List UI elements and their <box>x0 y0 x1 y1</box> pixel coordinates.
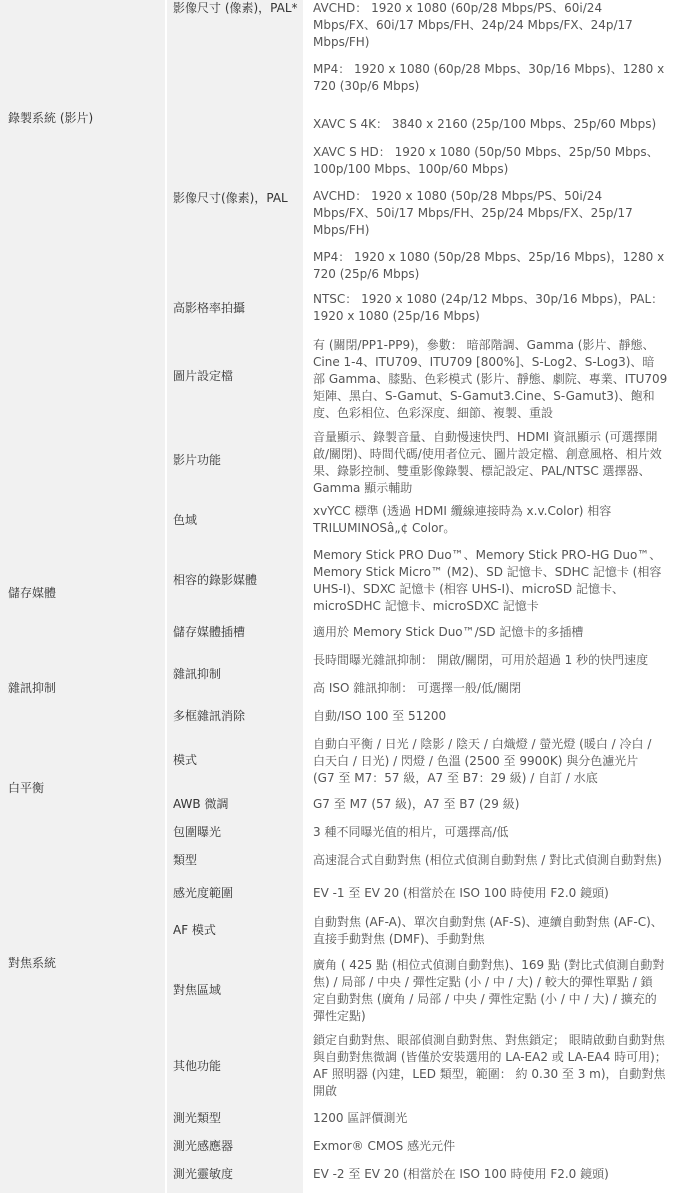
spec-label: 模式 <box>173 753 198 767</box>
spec-value-line: xvYCC 標準 (透過 HDMI 纜線連接時為 x.v.Color) 相容 <box>313 504 612 518</box>
spec-value-line: Mbps/FH) <box>313 223 370 237</box>
spec-value-line: 自動對焦 (AF-A)、單次自動對焦 (AF-S)、連續自動對焦 (AF-C)、 <box>313 915 663 929</box>
spec-value-line: XAVC S 4K： 3840 x 2160 (25p/100 Mbps、25p/60 Mbps) <box>313 117 657 131</box>
spec-value-line: 廣角 ( 425 點 (相位式偵測自動對焦)、169 點 (對比式偵測自動對 <box>313 958 665 972</box>
spec-value-line: 彈性定點) <box>313 1009 366 1023</box>
spec-value-line: 720 (25p/6 Mbps) <box>313 267 420 281</box>
spec-value <box>313 144 683 178</box>
spec-value-line: 開啟 <box>313 1084 338 1098</box>
spec-value-line: 1920 x 1080 (25p/16 Mbps) <box>313 309 480 323</box>
spec-value-line: AVCHD： 1920 x 1080 (60p/28 Mbps/PS、60i/24 <box>313 1 603 15</box>
spec-value-line: 定自動對焦 (廣角 / 局部 / 中央 / 彈性定點 (小 / 中 / 大) / 擴充的 <box>313 992 657 1006</box>
spec-value <box>313 736 683 787</box>
spec-value-line: TRILUMINOSâ„¢ Color。 <box>313 521 456 535</box>
spec-value-line: MP4： 1920 x 1080 (50p/28 Mbps、25p/16 Mbps)，1280 x <box>313 250 665 264</box>
spec-value <box>313 680 683 697</box>
spec-value-line: 與自動對焦微調 (皆僅於安裝選用的 LA-EA2 或 LA-EA4 時可用)； <box>313 1050 667 1064</box>
spec-value-line: 100p/100 Mbps、100p/60 Mbps) <box>313 162 509 176</box>
category-video: 錄製系統 (影片) <box>8 111 94 125</box>
spec-value-line: XAVC S HD： 1920 x 1080 (50p/50 Mbps、25p/50 Mbps、 <box>313 145 659 159</box>
spec-label: 多框雜訊消除 <box>173 709 246 723</box>
spec-value-line: 長時間曝光雜訊抑制： 開啟/關閉，可用於超過 1 秒的快門速度 <box>313 653 649 667</box>
spec-label: AF 模式 <box>173 923 216 937</box>
spec-value-line: Mbps/FX、60i/17 Mbps/FH、24p/24 Mbps/FX、24p/17 <box>313 18 633 32</box>
spec-value-line: Exmor® CMOS 感光元件 <box>313 1139 456 1153</box>
spec-value-line: 部 Gamma、膝點、色彩模式 (影片、靜態、劇院、專業、ITU709 <box>313 372 668 386</box>
category-media: 儲存媒體 <box>8 586 57 600</box>
spec-label: 圖片設定檔 <box>173 369 234 383</box>
spec-value-line: NTSC： 1920 x 1080 (24p/12 Mbps、30p/16 Mbps)，PAL： <box>313 292 664 306</box>
spec-label: AWB 微調 <box>173 797 229 811</box>
spec-value <box>313 824 683 841</box>
spec-value-line: 1200 區評價測光 <box>313 1111 408 1125</box>
spec-value-line: EV -1 至 EV 20 (相當於在 ISO 100 時使用 F2.0 鏡頭) <box>313 886 609 900</box>
spec-value-line: 焦) / 局部 / 中央 / 彈性定點 (小 / 中 / 大) / 較大的彈性單點 / 鎖 <box>313 975 653 989</box>
spec-value-line: Gamma 顯示輔助 <box>313 481 413 495</box>
spec-value-line: Cine 1-4、ITU709、ITU709 [800%]、S-Log2、S-Log3)、暗 <box>313 355 655 369</box>
spec-value <box>313 624 683 641</box>
category-focus: 對焦系統 <box>8 956 57 970</box>
spec-value-line: 白天白 / 日光) / 閃燈 / 色溫 (2500 至 9900K) 與分色濾光片 <box>313 754 639 768</box>
spec-value <box>313 429 683 497</box>
spec-value-line: Mbps/FX、50i/17 Mbps/FH、25p/24 Mbps/FX、25p/17 <box>313 206 633 220</box>
spec-value-line: 適用於 Memory Stick Duo™/SD 記憶卡的多插槽 <box>313 625 584 639</box>
spec-label: 雜訊抑制 <box>173 667 222 681</box>
spec-value <box>313 249 683 283</box>
spec-value-line: 自動白平衡 / 日光 / 陰影 / 陰天 / 白熾燈 / 螢光燈 (暖白 / 冷白 / <box>313 737 652 751</box>
spec-label: 影像尺寸(像素)，PAL <box>173 191 288 205</box>
spec-value-line: 果、錄影控制、雙重影像錄製、標記設定、PAL/NTSC 選擇器、 <box>313 464 651 478</box>
spec-value-line: 自動/ISO 100 至 51200 <box>313 709 447 723</box>
spec-value <box>313 1110 683 1127</box>
spec-value <box>313 116 683 133</box>
category-wb: 白平衡 <box>8 781 45 795</box>
spec-value <box>313 957 683 1025</box>
spec-label: 類型 <box>173 853 198 867</box>
spec-value <box>313 914 683 948</box>
spec-label: 相容的錄影媒體 <box>173 573 258 587</box>
spec-value <box>313 885 683 902</box>
category-noise: 雜訊抑制 <box>8 681 57 695</box>
spec-value-line: EV -2 至 EV 20 (相當於在 ISO 100 時使用 F2.0 鏡頭) <box>313 1167 609 1181</box>
spec-label: 儲存媒體插槽 <box>173 625 246 639</box>
spec-value-line: 有 (關閉/PP1-PP9)，參數： 暗部階調、Gamma (影片、靜態、 <box>313 338 655 352</box>
spec-value-line: 高速混合式自動對焦 (相位式偵測自動對焦 / 對比式偵測自動對焦) <box>313 853 662 867</box>
spec-label: 其他功能 <box>173 1059 222 1073</box>
spec-value <box>313 291 683 325</box>
spec-value-line: 矩陣、黑白、S-Gamut、S-Gamut3.Cine、S-Gamut3)、飽和 <box>313 389 655 403</box>
spec-label: 測光靈敏度 <box>173 1167 234 1181</box>
spec-label: 影像尺寸 (像素)，PAL* <box>173 1 298 15</box>
spec-value <box>313 652 683 669</box>
spec-value-line: 音量顯示、錄製音量、自動慢速快門、HDMI 資訊顯示 (可選擇開 <box>313 430 658 444</box>
spec-value-line: 3 種不同曝光值的相片，可選擇高/低 <box>313 825 509 839</box>
spec-value-line: Memory Stick Micro™ (M2)、SD 記憶卡、SDHC 記憶卡 (相容 <box>313 565 662 579</box>
spec-label: 測光感應器 <box>173 1139 234 1153</box>
spec-value-line: microSDHC 記憶卡、microSDXC 記憶卡 <box>313 599 539 613</box>
spec-value <box>313 796 683 813</box>
spec-label: 影片功能 <box>173 453 222 467</box>
spec-value-line: Mbps/FH) <box>313 35 370 49</box>
spec-value-line: 啟/關閉)、時間代碼/使用者位元、圖片設定檔、創意風格、相片效 <box>313 447 662 461</box>
spec-value <box>313 1138 683 1155</box>
label-column <box>167 0 303 1193</box>
spec-value-line: UHS-I)、SDXC 記憶卡 (相容 UHS-I)、microSD 記憶卡、 <box>313 582 624 596</box>
spec-value <box>313 188 683 239</box>
spec-label: 高影格率拍攝 <box>173 301 246 315</box>
spec-value-line: AVCHD： 1920 x 1080 (50p/28 Mbps/PS、50i/24 <box>313 189 603 203</box>
spec-value <box>313 1032 683 1100</box>
spec-value-line: AF 照明器 (內建，LED 類型，範圍： 約 0.30 至 3 m)，自動對焦 <box>313 1067 666 1081</box>
spec-value-line: (G7 至 M7：57 級，A7 至 B7：29 級) / 自訂 / 水底 <box>313 771 598 785</box>
spec-value <box>313 547 683 615</box>
spec-label: 包圍曝光 <box>173 825 222 839</box>
spec-value <box>313 1166 683 1183</box>
spec-label: 對焦區域 <box>173 983 222 997</box>
spec-value-line: MP4： 1920 x 1080 (60p/28 Mbps、30p/16 Mbps)、1280 x <box>313 62 665 76</box>
spec-value <box>313 337 683 422</box>
spec-value-line: 鎖定自動對焦、眼部偵測自動對焦、對焦鎖定； 眼睛啟動自動對焦 <box>313 1033 665 1047</box>
spec-value <box>313 503 683 537</box>
spec-label: 感光度範圍 <box>173 886 234 900</box>
spec-value <box>313 0 683 51</box>
spec-label: 測光類型 <box>173 1111 222 1125</box>
spec-value <box>313 61 683 95</box>
spec-label: 色域 <box>173 513 198 527</box>
spec-value-line: 直接手動對焦 (DMF)、手動對焦 <box>313 932 485 946</box>
spec-value-line: Memory Stick PRO Duo™、Memory Stick PRO-HG Duo™、 <box>313 548 662 562</box>
spec-value <box>313 708 683 725</box>
spec-value-line: 720 (30p/6 Mbps) <box>313 79 420 93</box>
spec-value-line: 高 ISO 雜訊抑制： 可選擇一般/低/關閉 <box>313 681 522 695</box>
spec-value <box>313 852 683 869</box>
spec-value-line: 度、色彩相位、色彩深度、細節、複製、重設 <box>313 406 554 420</box>
spec-value-line: G7 至 M7 (57 級)，A7 至 B7 (29 級) <box>313 797 520 811</box>
